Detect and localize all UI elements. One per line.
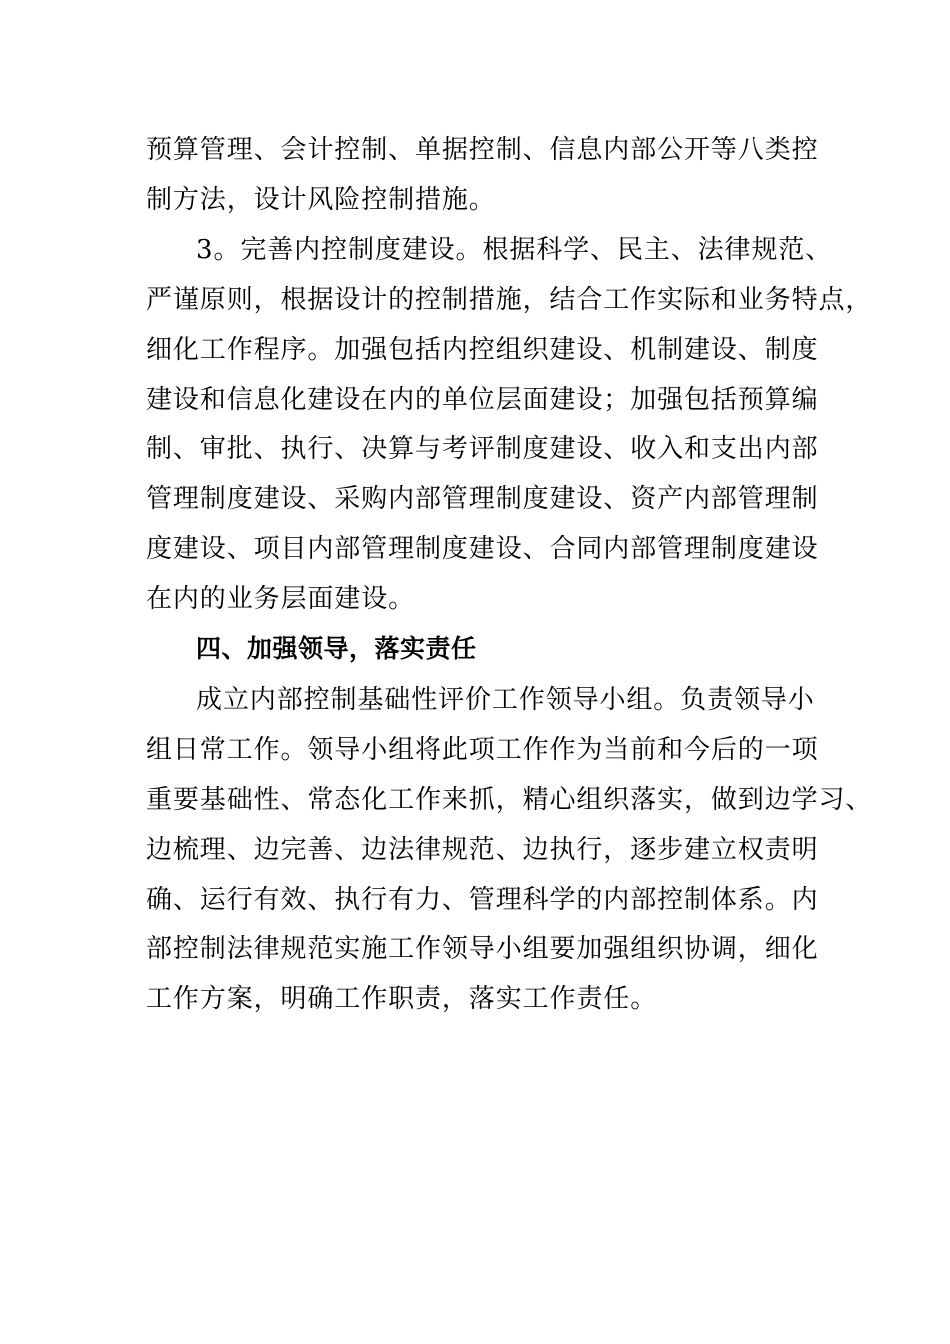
body-text-line: 制方法，设计风险控制措施。 xyxy=(146,185,496,215)
body-text-line: 确、运行有效、执行有力、管理科学的内部控制体系。内 xyxy=(146,885,819,915)
body-text-line: 严谨原则，根据设计的控制措施，结合工作实际和业务特点， xyxy=(146,285,873,315)
paragraph-start-line: 3。完善内控制度建设。根据科学、民主、法律规范、 xyxy=(196,235,833,265)
body-text-line: 预算管理、会计控制、单据控制、信息内部公开等八类控 xyxy=(146,135,819,165)
body-text-line: 建设和信息化建设在内的单位层面建设；加强包括预算编 xyxy=(146,385,819,415)
paragraph-start-line: 成立内部控制基础性评价工作领导小组。负责领导小 xyxy=(196,685,815,715)
body-text-line: 度建设、项目内部管理制度建设、合同内部管理制度建设 xyxy=(146,534,819,564)
body-text-line: 制、审批、执行、决算与考评制度建设、收入和支出内部 xyxy=(146,434,819,464)
body-text-line: 部控制法律规范实施工作领导小组要加强组织协调，细化 xyxy=(146,934,819,964)
body-text-line: 组日常工作。领导小组将此项工作作为当前和今后的一项 xyxy=(146,735,819,765)
body-text-line: 细化工作程序。加强包括内控组织建设、机制建设、制度 xyxy=(146,335,819,365)
body-text-line: 重要基础性、常态化工作来抓，精心组织落实，做到边学习、 xyxy=(146,785,873,815)
body-text-line: 边梳理、边完善、边法律规范、边执行，逐步建立权责明 xyxy=(146,835,819,865)
body-text-line: 在内的业务层面建设。 xyxy=(146,584,416,614)
section-heading: 四、加强领导，落实责任 xyxy=(196,634,477,663)
body-text-line: 工作方案，明确工作职责，落实工作责任。 xyxy=(146,984,658,1014)
body-text-line: 管理制度建设、采购内部管理制度建设、资产内部管理制 xyxy=(146,484,819,514)
